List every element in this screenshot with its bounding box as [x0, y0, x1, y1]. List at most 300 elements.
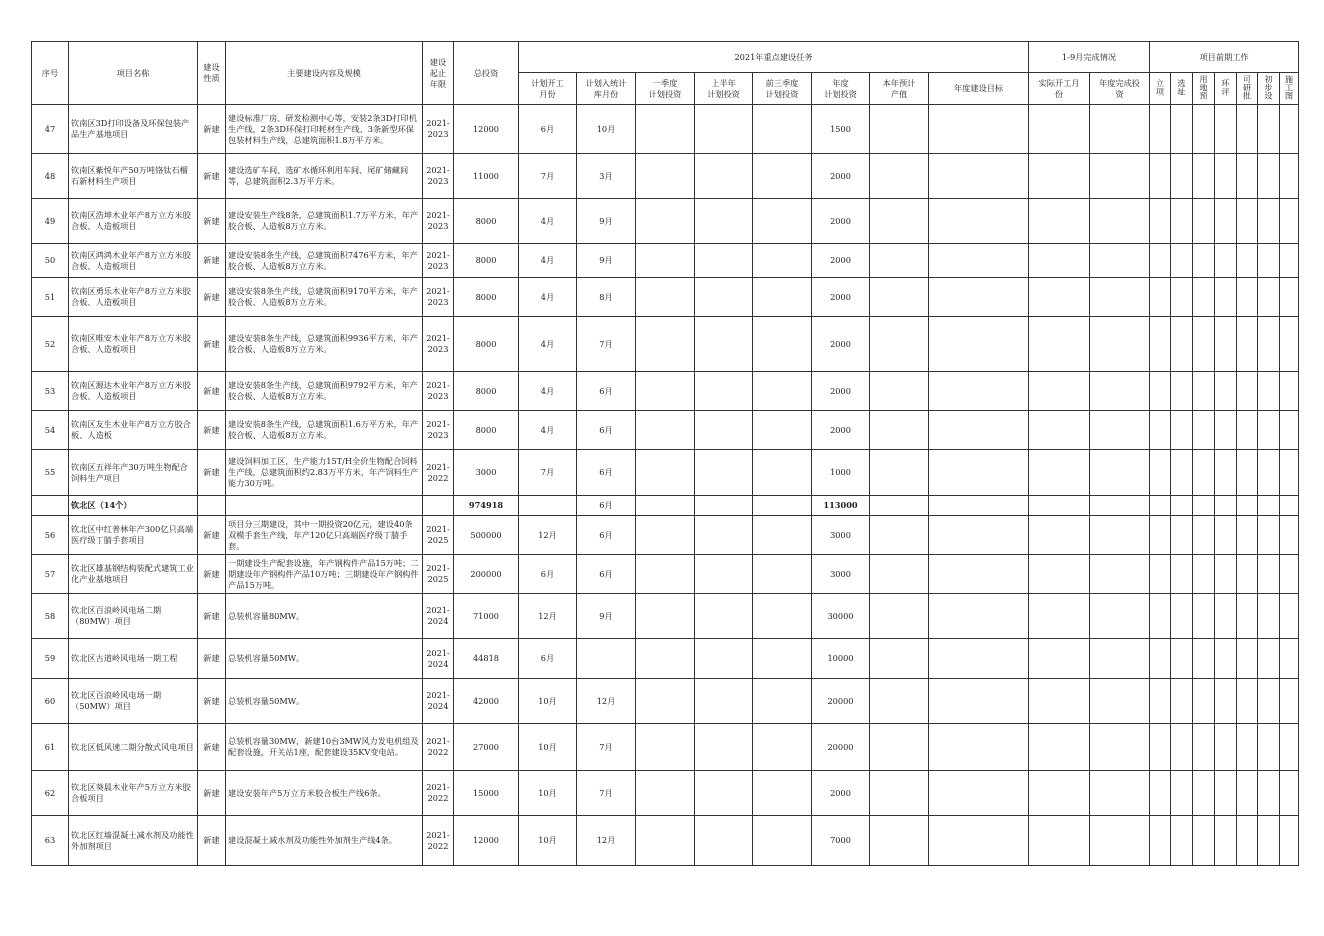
cell-actual-start	[1029, 679, 1090, 724]
cell-pre-drawing	[1280, 594, 1299, 639]
cell-year-investment: 113000	[812, 496, 870, 516]
cell-seq: 53	[32, 372, 69, 411]
cell-pre-approval	[1150, 516, 1171, 555]
header-plan-start: 计划开工 月份	[519, 73, 577, 105]
cell-nature: 新建	[198, 679, 226, 724]
cell-q1	[636, 199, 695, 244]
cell-pre-env	[1215, 816, 1237, 866]
cell-q3	[753, 639, 812, 679]
cell-pre-env	[1215, 199, 1237, 244]
cell-project-name: 钦南区友生木业年产8万立方胶合板、人造板	[69, 411, 198, 450]
cell-pre-drawing	[1280, 450, 1299, 496]
cell-pre-feas	[1237, 816, 1258, 866]
header-pre-design-label: 初步设	[1264, 74, 1275, 100]
cell-pre-env	[1215, 450, 1237, 496]
cell-plan-start: 12月	[519, 516, 577, 555]
cell-year-investment: 2000	[812, 199, 870, 244]
cell-pre-env	[1215, 411, 1237, 450]
cell-pre-approval	[1150, 555, 1171, 594]
cell-pre-feas	[1237, 679, 1258, 724]
cell-pre-site	[1171, 199, 1193, 244]
cell-total-investment: 8000	[454, 372, 519, 411]
cell-pre-drawing	[1280, 771, 1299, 816]
cell-pre-feas	[1237, 278, 1258, 317]
cell-actual-start	[1029, 199, 1090, 244]
cell-project-name: 钦南区五祥年产30万吨生物配合饲料生产项目	[69, 450, 198, 496]
cell-seq: 50	[32, 244, 69, 278]
cell-pre-drawing	[1280, 496, 1299, 516]
table-row	[32, 244, 1299, 278]
cell-plan-start: 4月	[519, 411, 577, 450]
cell-pre-env	[1215, 724, 1237, 771]
cell-output	[870, 411, 929, 450]
cell-pre-feas	[1237, 555, 1258, 594]
cell-target	[929, 199, 1029, 244]
cell-pre-design	[1258, 679, 1280, 724]
cell-content: 建设安装8条生产线，总建筑面积1.6万平方米，年产胶合板、人造板8万立方米。	[226, 411, 423, 450]
cell-done-invest	[1090, 105, 1150, 154]
cell-total-investment: 200000	[454, 555, 519, 594]
cell-plan-start: 6月	[519, 105, 577, 154]
cell-seq: 54	[32, 411, 69, 450]
cell-h1	[695, 450, 753, 496]
cell-actual-start	[1029, 724, 1090, 771]
cell-year-investment: 20000	[812, 724, 870, 771]
cell-pre-approval	[1150, 496, 1171, 516]
header-pre-feas	[1237, 73, 1258, 105]
header-year: 年度 计划投资	[812, 73, 870, 105]
cell-period: 2021- 2023	[423, 105, 454, 154]
cell-pre-env	[1215, 372, 1237, 411]
header-period: 建设 起止 年限	[423, 42, 454, 105]
cell-pre-site	[1171, 154, 1193, 199]
cell-content: 建设标准厂房、研发检测中心等，安装2条3D打印机生产线，2条3D环保打印耗材生产线、3条新型环保包装材料生产线，总建筑面积1.8万平方米。	[226, 105, 423, 154]
cell-pre-drawing	[1280, 724, 1299, 771]
cell-output	[870, 244, 929, 278]
cell-pre-approval	[1150, 317, 1171, 372]
cell-target	[929, 594, 1029, 639]
cell-q1	[636, 450, 695, 496]
cell-pre-env	[1215, 244, 1237, 278]
cell-pre-env	[1215, 639, 1237, 679]
cell-pre-site	[1171, 411, 1193, 450]
cell-pre-design	[1258, 450, 1280, 496]
cell-pre-drawing	[1280, 555, 1299, 594]
cell-pre-site	[1171, 317, 1193, 372]
cell-pre-site	[1171, 594, 1193, 639]
cell-q3	[753, 278, 812, 317]
cell-year-investment: 20000	[812, 679, 870, 724]
cell-content: 建设安装年产5万立方米胶合板生产线6条。	[226, 771, 423, 816]
cell-pre-site	[1171, 724, 1193, 771]
cell-pre-approval	[1150, 679, 1171, 724]
cell-plan-stats: 7月	[577, 771, 636, 816]
header-pre-land	[1193, 73, 1215, 105]
cell-actual-start	[1029, 317, 1090, 372]
cell-plan-start: 6月	[519, 639, 577, 679]
cell-pre-env	[1215, 516, 1237, 555]
cell-plan-stats: 6月	[577, 496, 636, 516]
cell-pre-design	[1258, 411, 1280, 450]
header-actual-start: 实际开工月 份	[1029, 73, 1090, 105]
cell-target	[929, 105, 1029, 154]
cell-plan-start	[519, 496, 577, 516]
cell-project-name: 钦南区源达木业年产8万立方米胶合板、人造板项目	[69, 372, 198, 411]
cell-actual-start	[1029, 450, 1090, 496]
cell-project-name: 钦北区（14个）	[69, 496, 198, 516]
cell-pre-approval	[1150, 154, 1171, 199]
cell-h1	[695, 372, 753, 411]
cell-pre-feas	[1237, 450, 1258, 496]
cell-pre-approval	[1150, 244, 1171, 278]
cell-period: 2021- 2025	[423, 555, 454, 594]
cell-content: 建设安装生产线8条，总建筑面积1.7万平方米，年产胶合板、人造板8万立方米。	[226, 199, 423, 244]
cell-plan-stats: 8月	[577, 278, 636, 317]
header-pre-env	[1215, 73, 1237, 105]
header-name: 项目名称	[69, 42, 198, 105]
table-row	[32, 278, 1299, 317]
cell-done-invest	[1090, 639, 1150, 679]
cell-target	[929, 244, 1029, 278]
cell-pre-land	[1193, 199, 1215, 244]
cell-pre-land	[1193, 105, 1215, 154]
cell-pre-land	[1193, 516, 1215, 555]
cell-total-investment: 44818	[454, 639, 519, 679]
cell-pre-site	[1171, 679, 1193, 724]
cell-plan-start: 10月	[519, 679, 577, 724]
cell-target	[929, 372, 1029, 411]
cell-output	[870, 639, 929, 679]
cell-pre-land	[1193, 679, 1215, 724]
cell-nature: 新建	[198, 450, 226, 496]
cell-q3	[753, 105, 812, 154]
cell-pre-site	[1171, 496, 1193, 516]
cell-q1	[636, 154, 695, 199]
cell-content: 建设安装8条生产线，总建筑面积7476平方米，年产胶合板、人造板8万立方米。	[226, 244, 423, 278]
cell-h1	[695, 411, 753, 450]
cell-pre-land	[1193, 278, 1215, 317]
cell-plan-start: 6月	[519, 555, 577, 594]
cell-period: 2021- 2023	[423, 317, 454, 372]
cell-q3	[753, 555, 812, 594]
cell-q3	[753, 594, 812, 639]
cell-target	[929, 555, 1029, 594]
cell-h1	[695, 278, 753, 317]
cell-done-invest	[1090, 450, 1150, 496]
cell-done-invest	[1090, 496, 1150, 516]
cell-output	[870, 105, 929, 154]
cell-project-name: 钦北区葵晨木业年产5万立方米胶合板项目	[69, 771, 198, 816]
header-pre-design	[1258, 73, 1280, 105]
cell-pre-site	[1171, 516, 1193, 555]
cell-q1	[636, 516, 695, 555]
cell-year-investment: 2000	[812, 278, 870, 317]
cell-pre-land	[1193, 594, 1215, 639]
cell-pre-drawing	[1280, 411, 1299, 450]
cell-project-name: 钦南区紫悦年产50万吨铬钛石榴石新材料生产项目	[69, 154, 198, 199]
cell-pre-drawing	[1280, 639, 1299, 679]
cell-pre-design	[1258, 771, 1280, 816]
cell-plan-stats: 6月	[577, 516, 636, 555]
cell-done-invest	[1090, 724, 1150, 771]
header-q1: 一季度 计划投资	[636, 73, 695, 105]
cell-target	[929, 639, 1029, 679]
cell-pre-land	[1193, 816, 1215, 866]
cell-pre-drawing	[1280, 372, 1299, 411]
cell-h1	[695, 244, 753, 278]
cell-pre-env	[1215, 105, 1237, 154]
cell-pre-env	[1215, 771, 1237, 816]
cell-period: 2021- 2024	[423, 639, 454, 679]
cell-total-investment: 8000	[454, 278, 519, 317]
cell-seq: 52	[32, 317, 69, 372]
cell-pre-land	[1193, 244, 1215, 278]
cell-pre-feas	[1237, 771, 1258, 816]
cell-content: 建设选矿车间、选矿水循环利用车间、尾矿储藏间等，总建筑面积2.3万平方米。	[226, 154, 423, 199]
cell-year-investment: 2000	[812, 154, 870, 199]
cell-content: 建设安装8条生产线，总建筑面积9936平方米，年产胶合板、人造板8万立方米。	[226, 317, 423, 372]
cell-pre-site	[1171, 771, 1193, 816]
header-target: 年度建设目标	[929, 73, 1029, 105]
cell-pre-site	[1171, 450, 1193, 496]
cell-plan-start: 4月	[519, 244, 577, 278]
cell-pre-feas	[1237, 105, 1258, 154]
cell-q1	[636, 639, 695, 679]
cell-q1	[636, 724, 695, 771]
cell-done-invest	[1090, 594, 1150, 639]
cell-pre-drawing	[1280, 154, 1299, 199]
cell-seq: 62	[32, 771, 69, 816]
cell-done-invest	[1090, 771, 1150, 816]
cell-output	[870, 278, 929, 317]
cell-pre-site	[1171, 372, 1193, 411]
cell-seq: 61	[32, 724, 69, 771]
cell-total-investment: 71000	[454, 594, 519, 639]
cell-q3	[753, 496, 812, 516]
cell-total-investment: 8000	[454, 199, 519, 244]
cell-q3	[753, 516, 812, 555]
cell-actual-start	[1029, 594, 1090, 639]
cell-year-investment: 1500	[812, 105, 870, 154]
cell-h1	[695, 317, 753, 372]
cell-total-investment: 15000	[454, 771, 519, 816]
cell-project-name: 钦北区古道岭风电场一期工程	[69, 639, 198, 679]
cell-pre-design	[1258, 724, 1280, 771]
cell-actual-start	[1029, 816, 1090, 866]
cell-q1	[636, 679, 695, 724]
cell-pre-feas	[1237, 317, 1258, 372]
cell-pre-design	[1258, 317, 1280, 372]
cell-q3	[753, 771, 812, 816]
cell-plan-start: 4月	[519, 372, 577, 411]
cell-q1	[636, 411, 695, 450]
cell-actual-start	[1029, 411, 1090, 450]
cell-output	[870, 450, 929, 496]
cell-nature: 新建	[198, 317, 226, 372]
cell-pre-feas	[1237, 244, 1258, 278]
cell-done-invest	[1090, 278, 1150, 317]
cell-q3	[753, 372, 812, 411]
cell-pre-design	[1258, 555, 1280, 594]
cell-pre-env	[1215, 278, 1237, 317]
cell-done-invest	[1090, 555, 1150, 594]
cell-period: 2021- 2023	[423, 154, 454, 199]
table-row	[32, 154, 1299, 199]
cell-plan-start: 4月	[519, 199, 577, 244]
cell-actual-start	[1029, 105, 1090, 154]
cell-total-investment: 3000	[454, 450, 519, 496]
cell-output	[870, 771, 929, 816]
cell-q1	[636, 278, 695, 317]
cell-pre-drawing	[1280, 244, 1299, 278]
cell-pre-approval	[1150, 450, 1171, 496]
header-pre-feas-label: 可研批	[1242, 74, 1253, 100]
cell-plan-start: 10月	[519, 724, 577, 771]
cell-h1	[695, 816, 753, 866]
cell-h1	[695, 771, 753, 816]
header-done-invest: 年度完成投 资	[1090, 73, 1150, 105]
cell-seq	[32, 496, 69, 516]
cell-seq: 60	[32, 679, 69, 724]
cell-pre-drawing	[1280, 317, 1299, 372]
header-pre-drawing-label: 施工图	[1284, 74, 1295, 100]
cell-done-invest	[1090, 199, 1150, 244]
cell-seq: 59	[32, 639, 69, 679]
header-pre-land-label: 用地预	[1199, 74, 1210, 100]
cell-seq: 51	[32, 278, 69, 317]
cell-output	[870, 199, 929, 244]
cell-period: 2021- 2023	[423, 244, 454, 278]
cell-pre-approval	[1150, 411, 1171, 450]
cell-seq: 63	[32, 816, 69, 866]
cell-pre-approval	[1150, 278, 1171, 317]
cell-year-investment: 2000	[812, 244, 870, 278]
cell-pre-land	[1193, 496, 1215, 516]
cell-q3	[753, 317, 812, 372]
cell-plan-start: 4月	[519, 278, 577, 317]
cell-year-investment: 2000	[812, 317, 870, 372]
cell-year-investment: 2000	[812, 771, 870, 816]
header-row-1	[32, 42, 1299, 73]
cell-target	[929, 317, 1029, 372]
cell-target	[929, 516, 1029, 555]
cell-year-investment: 7000	[812, 816, 870, 866]
cell-total-investment: 42000	[454, 679, 519, 724]
cell-content: 建设安装8条生产线，总建筑面积9170平方米，年产胶合板、人造板8万立方米。	[226, 278, 423, 317]
cell-plan-stats: 9月	[577, 199, 636, 244]
cell-plan-stats: 3月	[577, 154, 636, 199]
cell-plan-stats: 6月	[577, 450, 636, 496]
cell-q1	[636, 244, 695, 278]
cell-pre-env	[1215, 154, 1237, 199]
cell-done-invest	[1090, 516, 1150, 555]
cell-done-invest	[1090, 816, 1150, 866]
header-task-group: 2021年重点建设任务	[519, 42, 1029, 73]
cell-target	[929, 679, 1029, 724]
cell-actual-start	[1029, 496, 1090, 516]
cell-seq: 49	[32, 199, 69, 244]
cell-plan-start: 7月	[519, 450, 577, 496]
cell-project-name: 钦南区勇乐木业年产8万立方米胶合板、人造板项目	[69, 278, 198, 317]
cell-pre-land	[1193, 555, 1215, 594]
table-row	[32, 555, 1299, 594]
cell-h1	[695, 679, 753, 724]
cell-seq: 55	[32, 450, 69, 496]
group-row	[32, 496, 1299, 516]
cell-pre-approval	[1150, 199, 1171, 244]
cell-pre-drawing	[1280, 679, 1299, 724]
cell-pre-land	[1193, 450, 1215, 496]
cell-nature: 新建	[198, 516, 226, 555]
cell-total-investment: 8000	[454, 411, 519, 450]
cell-target	[929, 496, 1029, 516]
cell-content: 总装机容量80MW。	[226, 594, 423, 639]
cell-output	[870, 317, 929, 372]
cell-seq: 58	[32, 594, 69, 639]
cell-pre-feas	[1237, 154, 1258, 199]
header-pre-group: 项目前期工作	[1150, 42, 1299, 73]
cell-content: 建设饲料加工区，生产能力15T/H全价生物配合饲料生产线，总建筑面积约2.83万平方米，年产饲料生产能力30万吨。	[226, 450, 423, 496]
cell-target	[929, 771, 1029, 816]
cell-nature: 新建	[198, 199, 226, 244]
cell-h1	[695, 154, 753, 199]
cell-q3	[753, 411, 812, 450]
cell-pre-feas	[1237, 639, 1258, 679]
cell-period: 2021- 2022	[423, 450, 454, 496]
cell-content: 总装机容量50MW。	[226, 639, 423, 679]
cell-nature: 新建	[198, 154, 226, 199]
cell-q3	[753, 244, 812, 278]
table-row	[32, 816, 1299, 866]
cell-seq: 56	[32, 516, 69, 555]
cell-pre-site	[1171, 244, 1193, 278]
cell-pre-env	[1215, 496, 1237, 516]
cell-content: 建设混凝土减水剂及功能性外加剂生产线4条。	[226, 816, 423, 866]
cell-total-investment: 974918	[454, 496, 519, 516]
cell-output	[870, 496, 929, 516]
cell-year-investment: 10000	[812, 639, 870, 679]
cell-q3	[753, 154, 812, 199]
cell-pre-drawing	[1280, 816, 1299, 866]
cell-done-invest	[1090, 411, 1150, 450]
header-q3: 前三季度 计划投资	[753, 73, 812, 105]
cell-target	[929, 278, 1029, 317]
cell-pre-env	[1215, 555, 1237, 594]
cell-period: 2021- 2022	[423, 724, 454, 771]
cell-plan-stats: 6月	[577, 411, 636, 450]
table-header	[32, 42, 1299, 105]
cell-total-investment: 12000	[454, 105, 519, 154]
cell-content: 一期建设生产配套设施，年产钢构件产品15万吨；二期建设年产钢构件产品10万吨；三期建设年产钢构件产品15万吨。	[226, 555, 423, 594]
cell-pre-design	[1258, 199, 1280, 244]
cell-target	[929, 450, 1029, 496]
cell-output	[870, 154, 929, 199]
cell-q1	[636, 594, 695, 639]
cell-output	[870, 679, 929, 724]
cell-total-investment: 11000	[454, 154, 519, 199]
cell-plan-stats: 12月	[577, 679, 636, 724]
cell-pre-design	[1258, 639, 1280, 679]
header-output: 本年预计 产值	[870, 73, 929, 105]
cell-h1	[695, 594, 753, 639]
cell-plan-stats: 7月	[577, 317, 636, 372]
table-row	[32, 516, 1299, 555]
table-row	[32, 639, 1299, 679]
cell-actual-start	[1029, 771, 1090, 816]
table-row	[32, 679, 1299, 724]
cell-output	[870, 724, 929, 771]
header-total: 总投资	[454, 42, 519, 105]
